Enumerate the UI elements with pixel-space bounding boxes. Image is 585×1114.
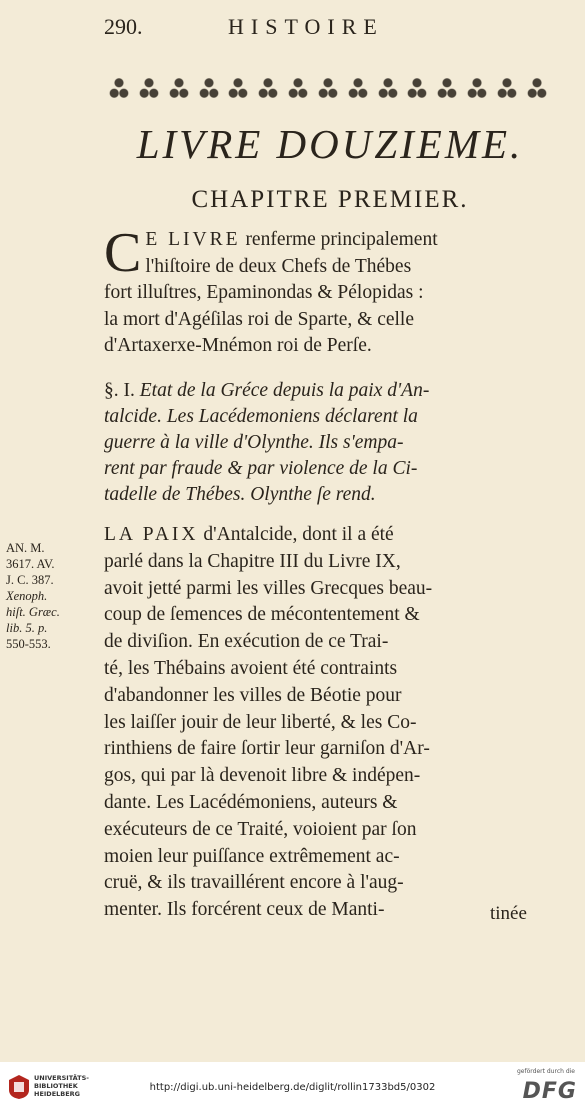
ornament-icon	[435, 75, 459, 101]
section-line: guerre à la ville d'Olynthe. Ils s'empa-	[104, 432, 404, 453]
ornament-icon	[316, 75, 340, 101]
section-mark: §. I.	[104, 380, 135, 401]
body-line: d'Antalcide, dont il a été	[198, 524, 394, 545]
body-line: té, les Thébains avoient été contraints	[104, 657, 398, 679]
margin-note-line: AN. M.	[6, 541, 45, 555]
intro-line: la mort d'Agéſilas roi de Sparte, & celle	[104, 308, 415, 330]
chapter-summary	[104, 222, 549, 360]
ornament-icon	[465, 75, 489, 101]
ornament-icon	[256, 75, 280, 101]
chapter-title: CHAPITRE PREMIER.	[191, 186, 469, 213]
margin-note	[6, 540, 102, 652]
margin-note-line: lib. 5. p.	[6, 621, 48, 635]
ornament-icon	[405, 75, 429, 101]
ornament-icon	[137, 75, 161, 101]
body-line: avoit jetté parmi les villes Grecques beau-	[104, 577, 433, 599]
body-line: coup de ſemences de mécontentement &	[104, 604, 420, 626]
body-line: de diviſion. En exécution de ce Trai-	[104, 631, 389, 653]
running-head: HISTOIRE	[228, 14, 384, 39]
intro-line: renferme principalement	[240, 229, 438, 250]
ornament-icon	[286, 75, 310, 101]
section-line: rent par fraude & par violence de la Ci-	[104, 458, 418, 479]
body-line: moien leur puiſſance extrêmement ac-	[104, 845, 400, 867]
ornament-icon	[346, 75, 370, 101]
body-line: les laiſſer jouir de leur liberté, & les Co-	[104, 711, 417, 733]
intro-line: d'Artaxerxe-Mnémon roi de Perſe.	[104, 335, 372, 356]
page-header	[104, 14, 564, 44]
viewer-footer	[0, 1062, 585, 1114]
catchword: tinée	[490, 903, 527, 924]
margin-note-line: hiſt. Græc.	[6, 605, 60, 619]
body-line: exécuteurs de ce Traité, voioient par ſon	[104, 818, 417, 840]
section-line: tadelle de Thébes. Olynthe ſe rend.	[104, 484, 376, 505]
intro-lead: E LIVRE	[145, 229, 241, 250]
intro-line: l'hiſtoire de deux Chefs de Thébes	[145, 255, 412, 277]
ornament-band	[107, 73, 549, 103]
ornament-icon	[167, 75, 191, 101]
dfg-logo: DFG	[522, 1079, 577, 1104]
permalink-url[interactable]: http://digi.ub.uni-heidelberg.de/diglit/rollin1733bd5/0302	[149, 1082, 436, 1093]
body-line: dante. Les Lacédémoniens, auteurs &	[104, 791, 398, 813]
margin-note-line: Xenoph.	[6, 589, 48, 603]
section-line: talcide. Les Lacédemoniens déclarent la	[104, 406, 418, 427]
ornament-icon	[107, 75, 131, 101]
section-heading	[104, 378, 549, 508]
ornament-icon	[226, 75, 250, 101]
ornament-icon	[376, 75, 400, 101]
body-lead: LA PAIX	[104, 524, 199, 545]
body-line: d'abandonner les villes de Béotie pour	[104, 684, 402, 706]
body-paragraph	[104, 522, 551, 924]
margin-note-line: 3617. AV.	[6, 557, 55, 571]
body-line: menter. Ils forcérent ceux de Manti-	[104, 899, 385, 921]
ornament-icon	[525, 75, 549, 101]
margin-note-line: J. C. 387.	[6, 573, 54, 587]
book-title: LIVRE DOUZIEME.	[136, 121, 524, 167]
body-line: cruë, & ils travaillérent encore à l'aug-	[104, 872, 404, 894]
body-line: parlé dans la Chapitre III du Livre IX,	[104, 550, 401, 572]
intro-line: fort illuſtres, Epaminondas & Pélopidas :	[104, 282, 424, 303]
ornament-icon	[197, 75, 221, 101]
body-line: rinthiens de faire ſortir leur garniſon d'Ar-	[104, 738, 430, 760]
margin-note-line: 550-553.	[6, 637, 51, 651]
sponsor-note: gefördert durch die	[517, 1068, 575, 1075]
dropcap: C	[104, 222, 142, 284]
section-line: Etat de la Gréce depuis la paix d'An-	[134, 380, 430, 401]
ornament-icon	[495, 75, 519, 101]
university-name: UNIVERSITÄTS- BIBLIOTHEK HEIDELBERG	[34, 1074, 89, 1098]
page-number: 290.	[104, 14, 143, 39]
body-line: gos, qui par là devenoit libre & indépen-	[104, 765, 421, 787]
